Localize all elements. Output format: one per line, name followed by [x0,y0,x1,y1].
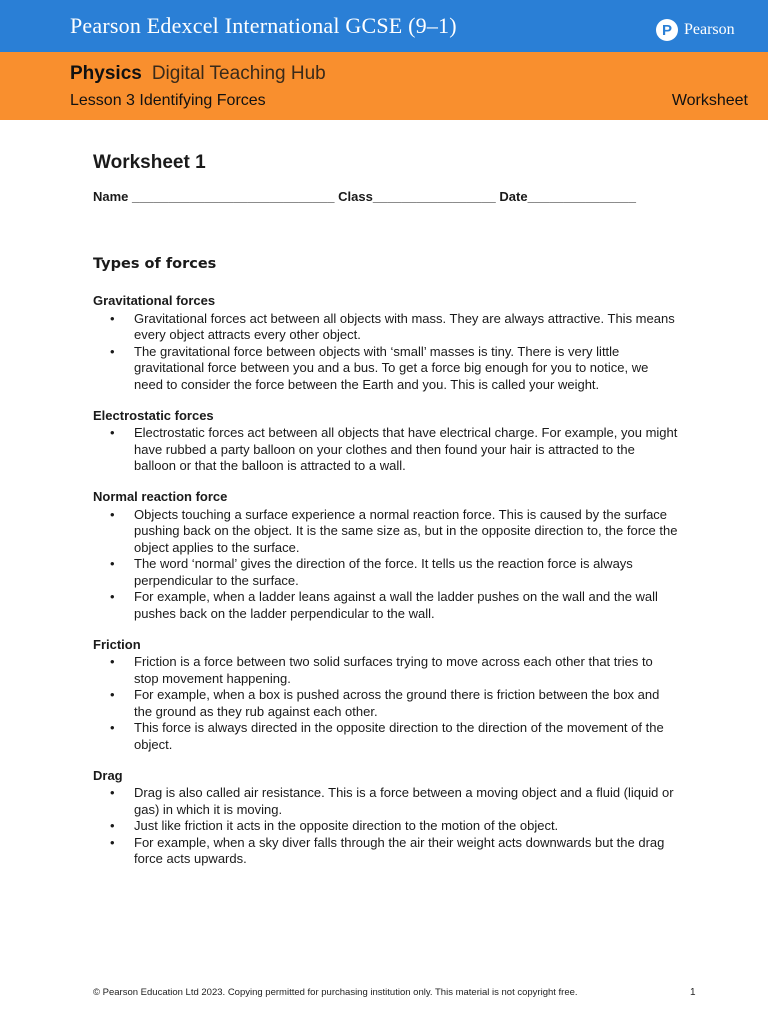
subject-title [70,63,326,85]
list-item: • Gravitational forces act between all objects with mass. They are always attractive. This means every object attracts every other object. [93,311,678,344]
hub-name: Digital Teaching Hub [151,63,326,84]
list-item: • Objects touching a surface experience a normal reaction force. This is caused by the surface pushing back on the object. It is the same size as, but in the opposite direction to, the force the object applies to the surface. [93,507,678,557]
name-blank: ____________________________ [132,189,335,204]
group-normal-reaction [93,489,678,622]
group-heading: Normal reaction force [93,489,228,504]
name-label: Name [93,189,129,204]
section-heading: Types of forces [93,256,217,272]
group-friction [93,637,678,754]
group-heading: Friction [93,636,141,652]
subject-name: Physics [70,63,142,84]
list-item: • Friction is a force between two solid surfaces trying to move across each other that tries to stop movement happening. [93,654,678,687]
qualification-title: Pearson Edexcel International GCSE (9–1) [70,13,457,38]
group-heading: Drag [93,767,123,783]
group-gravitational [93,293,678,393]
class-blank: _________________ [372,189,496,204]
page-number: 1 [690,987,696,998]
student-details-line [93,189,636,204]
list-item: • For example, when a ladder leans against a wall the ladder pushes on the wall and the wall pushes back on the ladder perpendicular to the wall. [93,589,678,622]
list-item: • This force is always directed in the opposite direction to the direction of the movement of the object. [93,720,678,753]
group-electrostatic [93,408,678,475]
force-types-list [93,293,678,882]
group-heading: Electrostatic forces [93,407,214,423]
copyright-footer: © Pearson Education Ltd 2023. Copying permitted for purchasing institution only. This material is not copyright free. [93,987,578,998]
document-type-label: Worksheet [671,92,748,109]
pearson-logo [656,17,735,43]
list-item: • The word ‘normal’ gives the direction of the force. It tells us the reaction force is always perpendicular to the surface. [93,556,678,589]
list-item: • The gravitational force between objects with ‘small’ masses is tiny. There is very little gravitational force between you and a bus. To get a force big enough for you to notice, we need to consider the force between the Earth and you. This is called your weight. [93,344,678,394]
subject-banner [0,52,768,120]
list-item: • Electrostatic forces act between all objects that have electrical charge. For example, you might have rubbed a party balloon on your clothes and then found your hair is attracted to the balloon or that the balloon is attracted to a wall. [93,425,678,475]
worksheet-content [93,152,678,866]
list-item: • Drag is also called air resistance. This is a force between a moving object and a fluid (liquid or gas) in which it is moving. [93,785,678,818]
date-blank: _______________ [527,189,637,204]
pearson-logo-icon: P [656,19,678,41]
pearson-logo-text: Pearson [684,21,735,38]
date-label: Date [499,189,528,204]
top-banner [0,0,768,52]
lesson-title: Lesson 3 Identifying Forces [70,92,266,109]
class-label: Class [338,189,373,204]
group-drag [93,768,678,868]
list-item: • Just like friction it acts in the opposite direction to the motion of the object. [93,818,678,835]
worksheet-title: Worksheet 1 [93,152,206,173]
list-item: • For example, when a sky diver falls through the air their weight acts downwards but the drag force acts upwards. [93,835,678,868]
list-item: • For example, when a box is pushed across the ground there is friction between the box and the ground as they rub against each other. [93,687,678,720]
group-heading: Gravitational forces [93,293,216,308]
